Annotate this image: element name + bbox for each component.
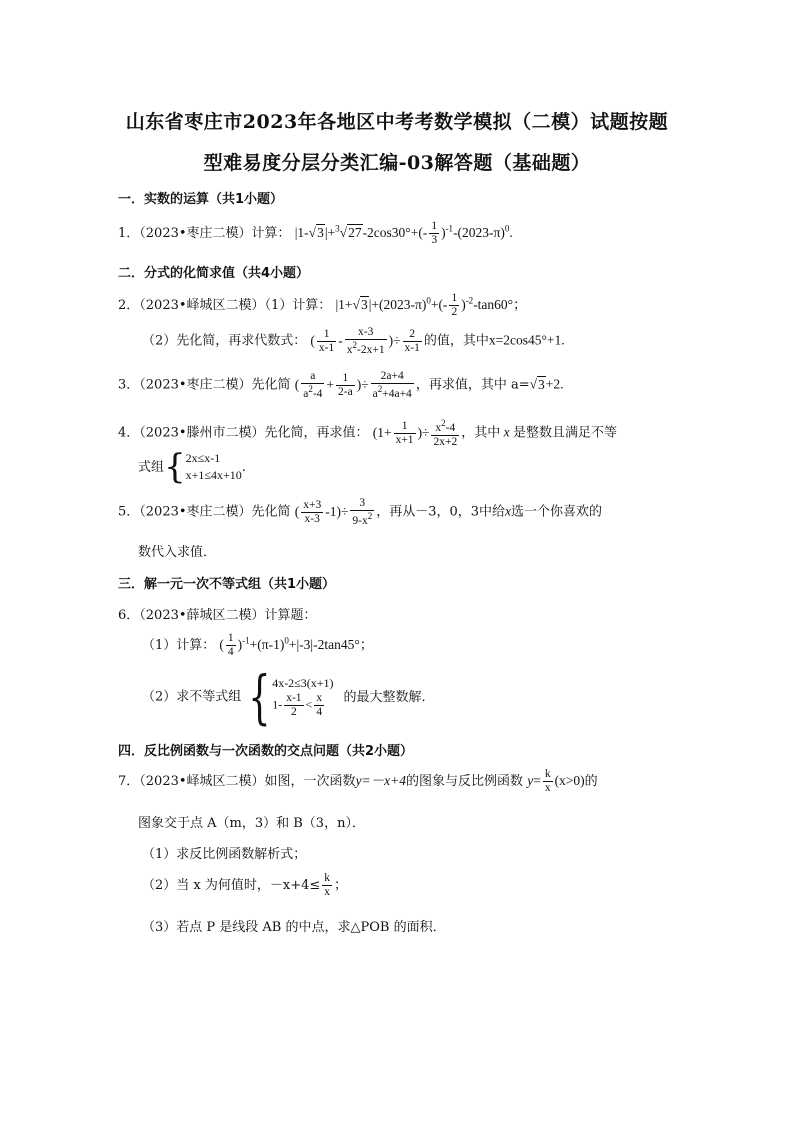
question-7-part2: （2）当 x 为何值时，－x+4≤ $\frac{k}{x}$ ； xyxy=(142,872,348,899)
question-7-part3: （3）若点 P 是线段 AB 的中点，求△POB 的面积． xyxy=(142,920,446,935)
section-heading-1: 一．实数的运算（共1小题） xyxy=(118,192,284,207)
doc-title-line1: 山东省枣庄市2023年各地区中考考数学模拟（二模）试题按题 xyxy=(125,111,669,133)
question-2-part2: （2）先化简，再求代数式： ( $\frac{1}{x-1}$ - $\frac{x-3}{x^2-2x+1}$ )÷ $\frac{2}{x-1}$ 的值，其中x=2cos45°+1. xyxy=(142,326,565,357)
section-heading-2: 二．分式的化简求值（共4小题） xyxy=(118,266,310,281)
question-7-part1: （1）求反比例函数解析式； xyxy=(142,847,307,862)
question-4: 4．（2023•滕州市二模）先化简，再求值： (1+ $\frac{1}{x+1}$ )÷ $\frac{x^2-4}{2x+2}$ ，其中 x 是整数且满足不等 xyxy=(118,418,617,449)
question-1: 1．（2023•枣庄二模）计算： |1-√3|+$^3$√27-2cos30°+(- $\frac{1}{3}$ )$^{-1}-(2023-\pi)^0$. xyxy=(118,220,513,247)
question-6-part2: （2）求不等式组 { 4x-2≤3(x+1) 1- $\frac{x-1}{2}$ < $\frac{x}{4}$ 的最大整数解． xyxy=(142,663,435,731)
question-7: 7．（2023•峄城区二模）如图，一次函数y=－x+4的图象与反比例函数 y= $\frac{k}{x}$ (x>0)的 xyxy=(118,768,598,795)
doc-title-line2: 型难易度分层分类汇编-03解答题（基础题） xyxy=(203,152,591,174)
question-6-part1: （1）计算： ( $\frac{1}{4}$ )$^{-1}+(\pi-1)^0+|-3|-2\tan 45^\circ$； xyxy=(142,632,374,659)
question-6: 6．（2023•薛城区二模）计算题： xyxy=(118,608,317,623)
question-2-part1: 2．（2023•峄城区二模）（1）计算： $|1+√3|+(2023-\pi)^0+(-$ $\frac{1}{2}$ )$^{-2}$-tan60°； xyxy=(118,292,527,319)
question-7-line2: 图象交于点 A（m，3）和 B（3，n）． xyxy=(138,816,365,831)
section-heading-3: 三．解一元一次不等式组（共1小题） xyxy=(118,577,336,592)
question-4-line2: 式组{ 2x≤x-1 x+1≤4x+10 . xyxy=(138,447,246,488)
question-5: 5．（2023•枣庄二模）先化简 ( $\frac{x+3}{x-3}$ -1)÷ $\frac{3}{9-x^2}$ ，再从－3，0，3中给x选一个你喜欢的 xyxy=(118,497,603,528)
question-5-line2: 数代入求值． xyxy=(138,545,217,560)
section-heading-4: 四．反比例函数与一次函数的交点问题（共2小题） xyxy=(118,744,414,759)
question-3: 3．（2023•枣庄二模）先化简 ( $\frac{a}{a^2-4}$ + $\frac{1}{2-a}$ )÷ $\frac{2a+4}{a^2+4a+4}$ ，再求值，其中 a=√3+2. xyxy=(118,370,564,401)
